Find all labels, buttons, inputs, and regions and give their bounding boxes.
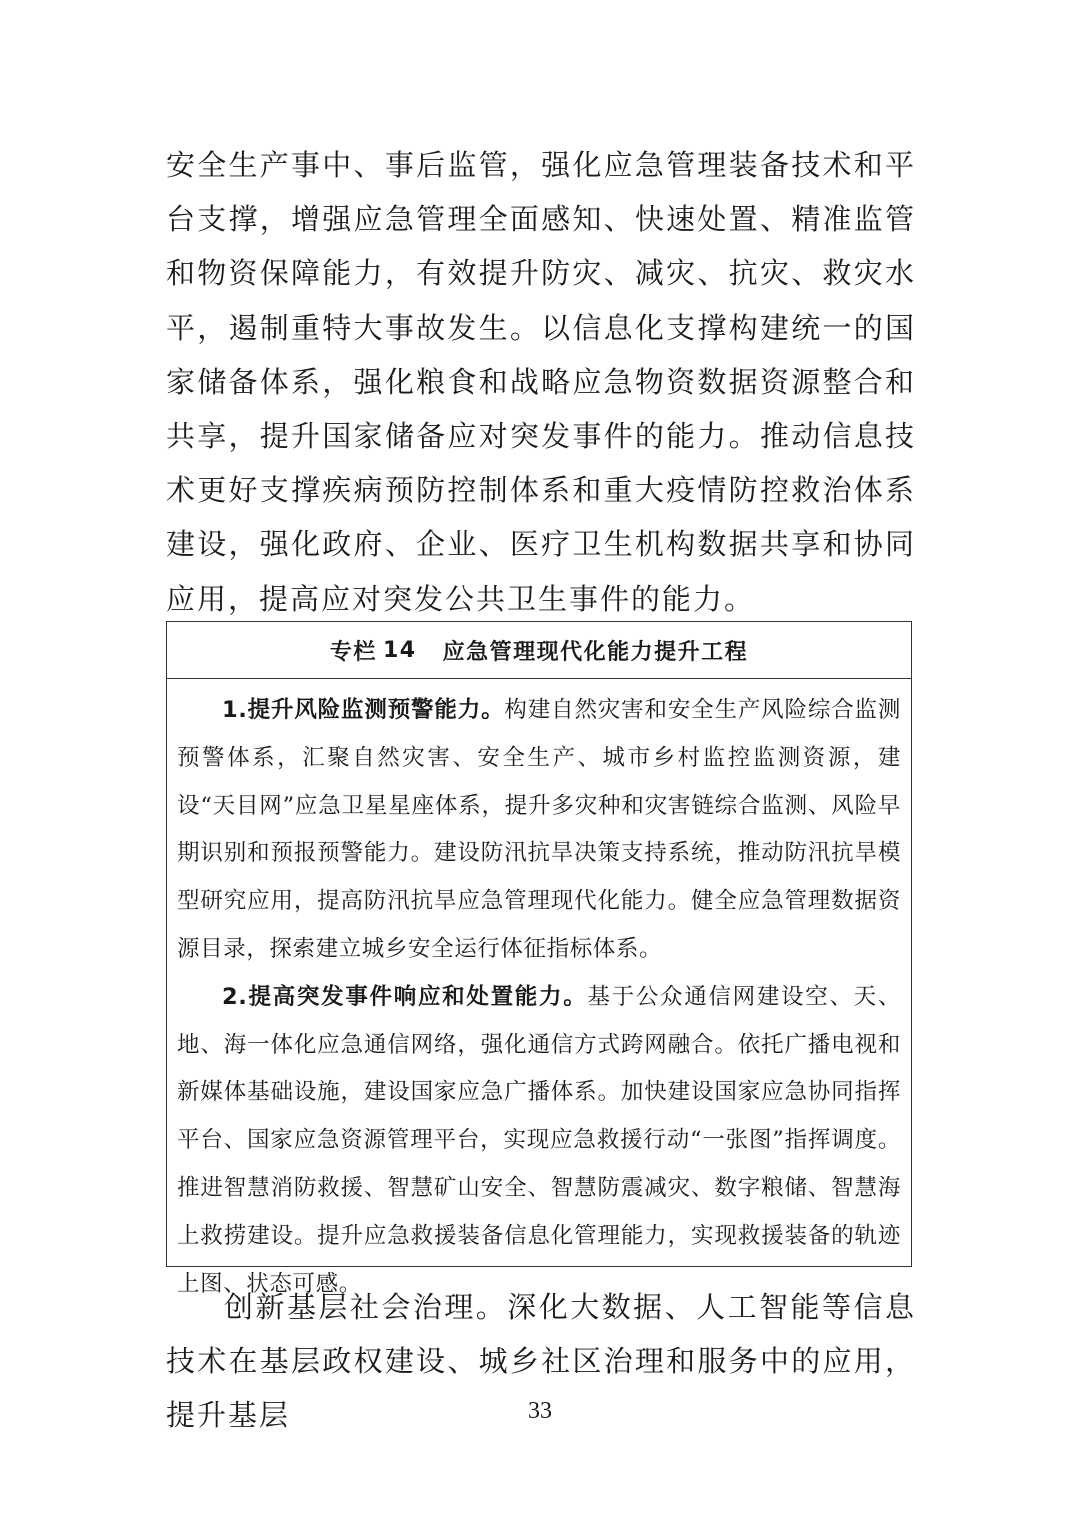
column-label: 专栏: [329, 639, 377, 665]
column-box-title: [167, 622, 911, 679]
column-item-lead: 1.提升风险监测预警能力。: [222, 697, 505, 723]
column-box-body: [167, 679, 911, 1308]
column-item: [177, 687, 901, 974]
body-paragraph-bottom: 创新基层社会治理。深化大数据、人工智能等信息技术在基层政权建设、城乡社区治理和服务中的应用，提升基层: [166, 1290, 916, 1433]
column-item-lead: 2.提高突发事件响应和处置能力。: [222, 983, 588, 1010]
column-number: 14: [382, 637, 417, 663]
page-number: 33: [528, 1398, 552, 1424]
column-title: 应急管理现代化能力提升工程: [442, 639, 749, 665]
column-box: [166, 621, 912, 1297]
body-paragraph-top: 安全生产事中、事后监管，强化应急管理装备技术和平台支撑，增强应急管理全面感知、快速处置、精准监管和物资保障能力，有效提升防灾、减灾、抗灾、救灾水平，遏制重特大事故发生。以信息化支撑构建统一的国家储备体系，强化粮食和战略应急物资数据资源整合和共享，提升国家储备应对突发事件的能力。推动信息技术更好支撑疾病预防控制体系和重大疫情防控救治体系建设，强化政府、企业、医疗卫生机构数据共享和协同应用，提高应对突发公共卫生事件的能力。: [166, 148, 916, 616]
column-item-text: 基于公众通信网建设空、天、地、海一体化应急通信网络，强化通信方式跨网融合。依托广播电视和新媒体基础设施，建设国家应急广播体系。加快建设国家应急协同指挥平台、国家应急资源管理平台，实现应急救援行动“一张图”指挥调度。推进智慧消防救援、智慧矿山安全、智慧防震减灾、数字粮储、智慧海上救捞建设。提升应急救援装备信息化管理能力，实现救援装备的轨迹上图、状态可感。: [177, 983, 901, 1297]
column-item-text: 构建自然灾害和安全生产风险综合监测预警体系，汇聚自然灾害、安全生产、城市乡村监控监测资源，建设“天目网”应急卫星星座体系，提升多灾种和灾害链综合监测、风险早期识别和预报预警能力。建设防汛抗旱决策支持系统，推动防汛抗旱模型研究应用，提高防汛抗旱应急管理现代化能力。健全应急管理数据资源目录，探索建立城乡安全运行体征指标体系。: [177, 697, 901, 962]
column-item: [177, 974, 901, 1309]
